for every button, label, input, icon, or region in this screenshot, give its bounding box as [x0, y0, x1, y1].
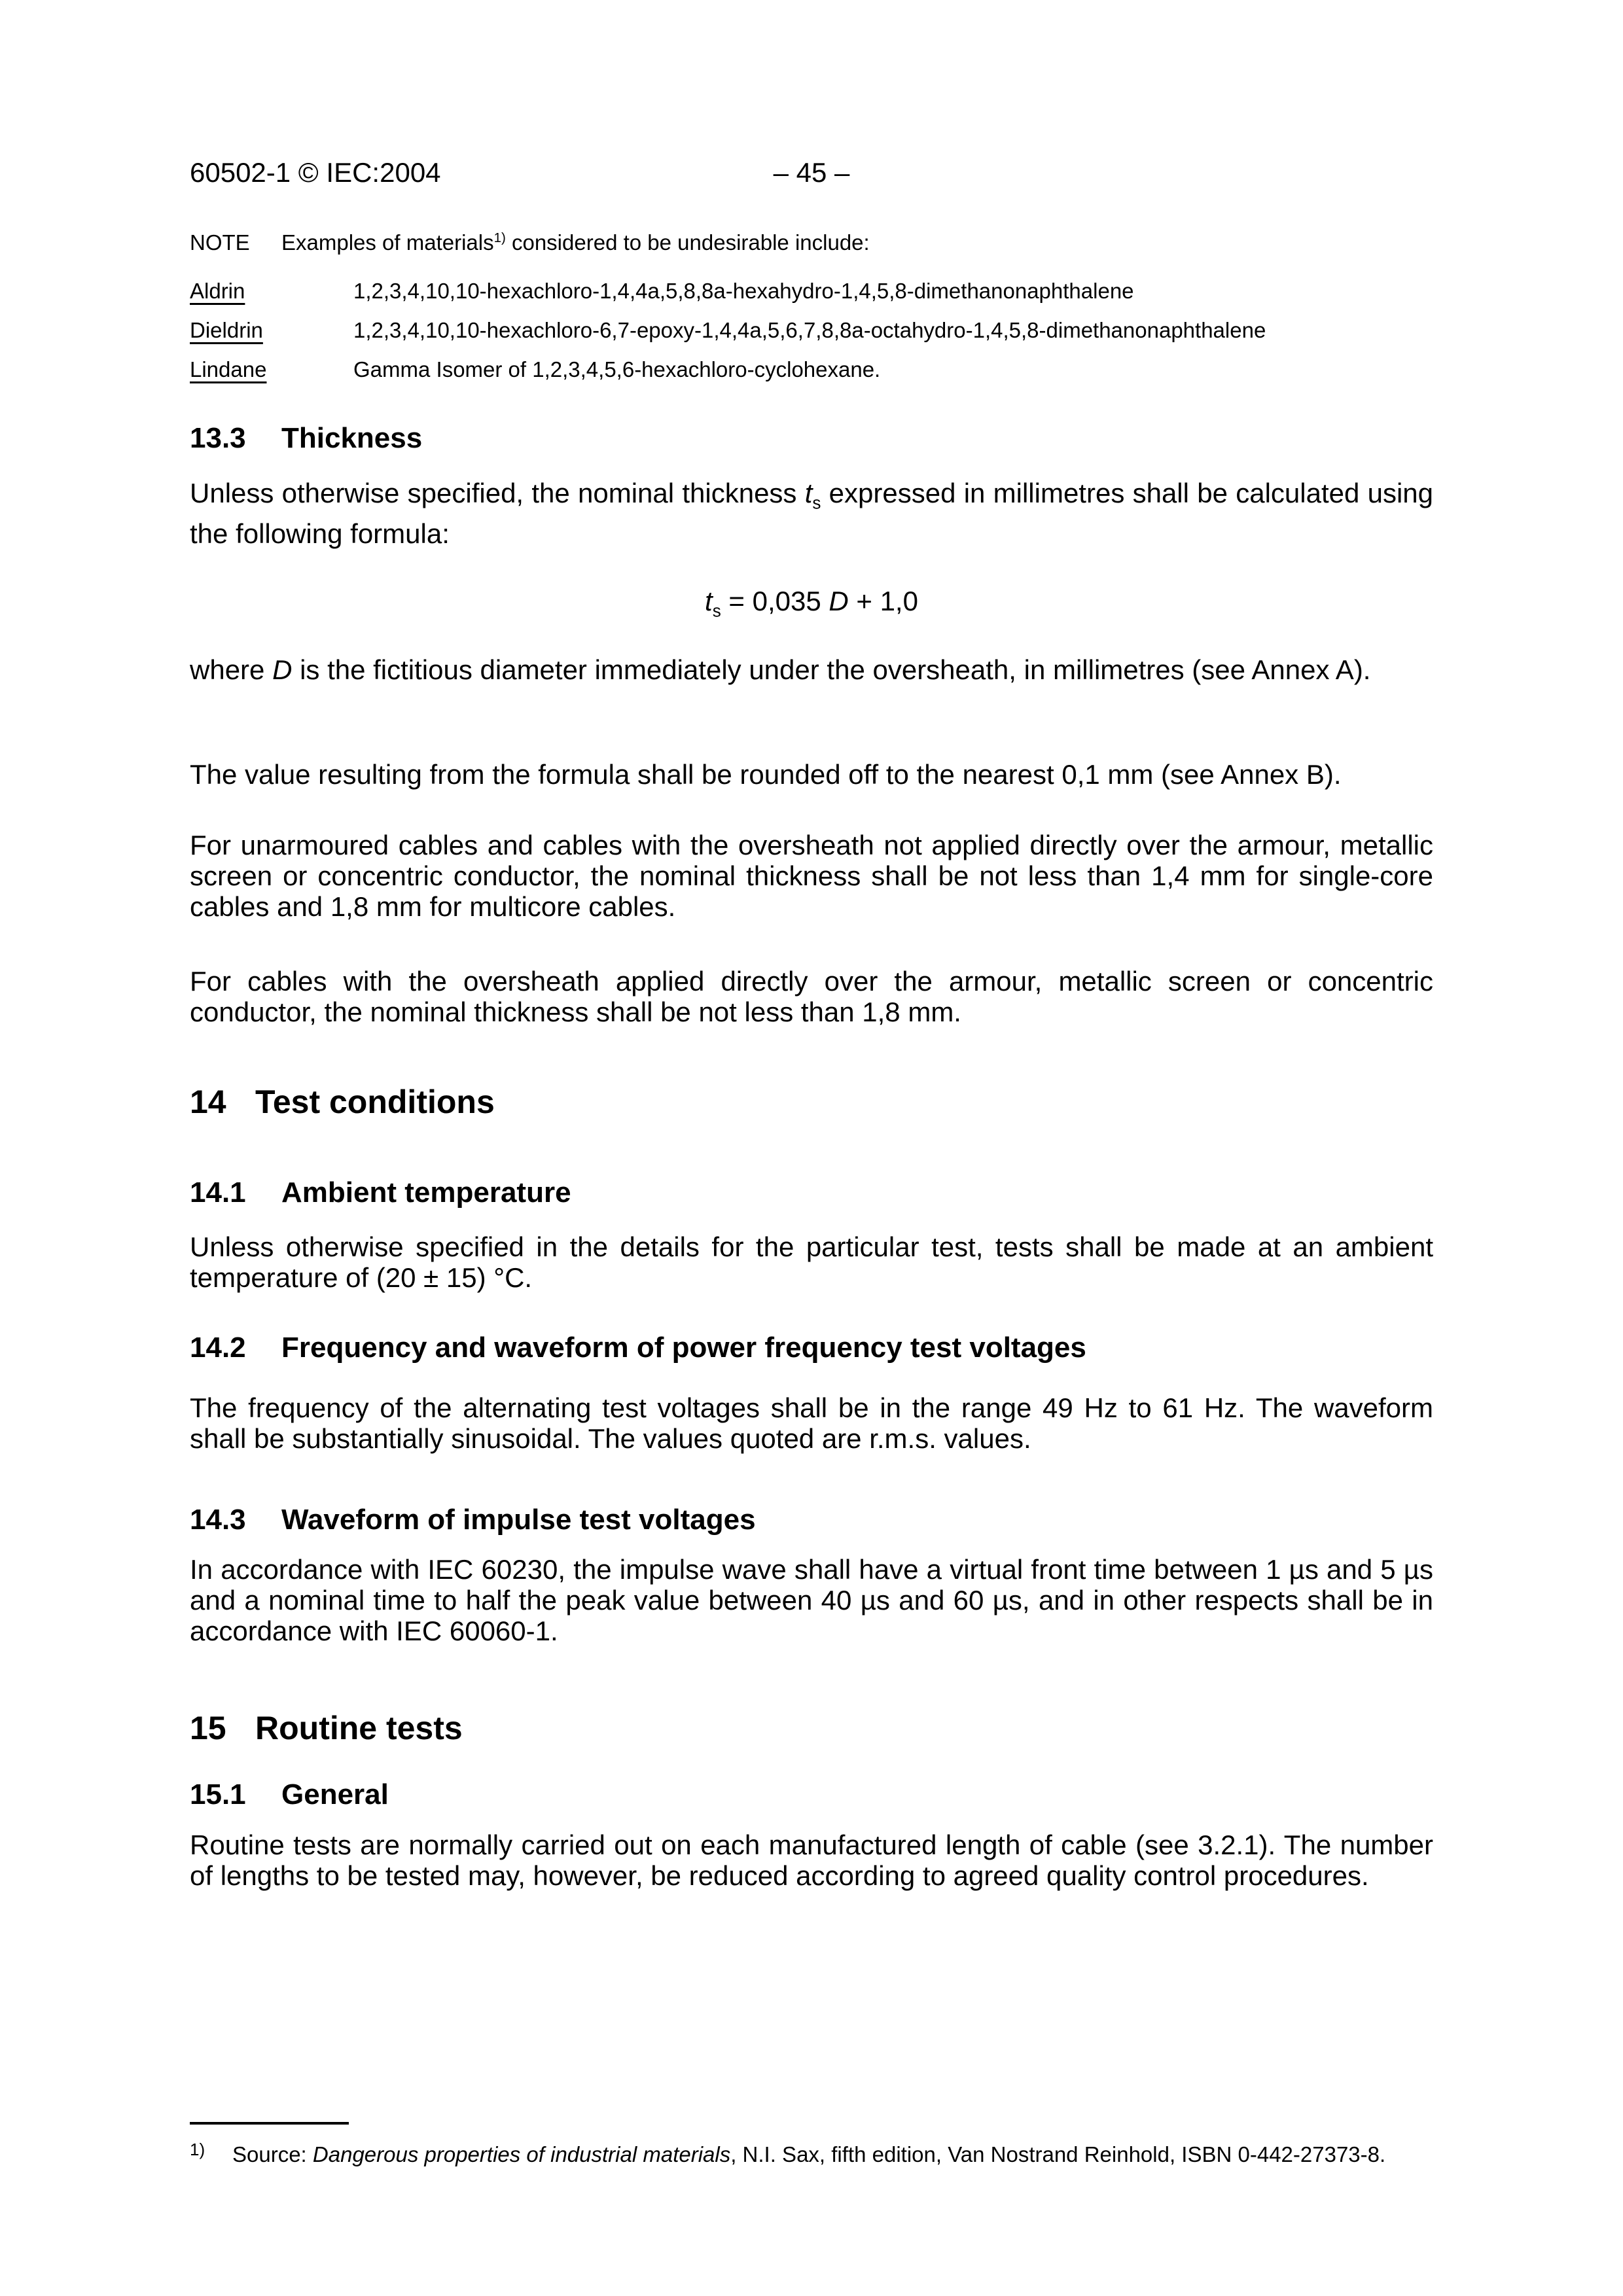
paragraph: For unarmoured cables and cables with the oversheath not applied directly over the armour, metallic screen or concentric conductor, the nominal thickness shall be not less than 1,4 mm for single-core cables and 1,8 mm for multicore cables.: [190, 830, 1433, 922]
variable-t: t: [804, 478, 813, 508]
chemical-definitions-list: [190, 277, 1433, 395]
paragraph-text: Unless otherwise specified, the nominal thickness: [190, 478, 805, 508]
formula-text: + 1,0: [848, 586, 918, 616]
variable-subscript: s: [812, 493, 821, 513]
chemical-definition: 1,2,3,4,10,10-hexachloro-6,7-epoxy-1,4,4a,5,6,7,8,8a-octahydro-1,4,5,8-dimethanonaphthalene: [353, 318, 1266, 342]
section-number: 14.1: [190, 1176, 246, 1209]
section-heading-14-2: [190, 1332, 1433, 1364]
chemical-definition: 1,2,3,4,10,10-hexachloro-1,4,4a,5,8,8a-hexahydro-1,4,5,8-dimethanonaphthalene: [353, 279, 1134, 303]
clause-heading-14: [190, 1083, 1433, 1121]
paragraph: The value resulting from the formula shall be rounded off to the nearest 0,1 mm (see Annex B).: [190, 759, 1342, 790]
paragraph-text: expressed in millimetres shall be calculated using the following formula:: [190, 478, 1433, 550]
footnote-marker: [190, 2141, 232, 2168]
paragraph-text: is the fictitious diameter immediately under the oversheath, in millimetres (see Annex A).: [292, 654, 1371, 685]
section-title: Waveform of impulse test voltages: [281, 1504, 756, 1536]
document-reference: 60502-1 © IEC:2004: [190, 157, 441, 188]
chemical-term: Aldrin: [190, 279, 245, 303]
section-heading-14-1: [190, 1176, 1433, 1209]
variable-d: D: [272, 654, 293, 685]
clause-number: 15: [190, 1710, 226, 1746]
section-heading-15-1: [190, 1778, 1433, 1811]
section-title: General: [281, 1778, 389, 1810]
paragraph: Routine tests are normally carried out on each manufactured length of cable (see 3.2.1). The number of lengths to be tested may, however, be reduced according to agreed quality control procedures.: [190, 1829, 1433, 1891]
chemical-definition: Gamma Isomer of 1,2,3,4,5,6-hexachloro-cyclohexane.: [353, 357, 881, 381]
clause-heading-15: [190, 1709, 1433, 1747]
formula-text: = 0,035: [721, 586, 829, 616]
clause-title: Routine tests: [255, 1710, 463, 1746]
note-text: Examples of materials: [281, 230, 494, 255]
section-title: Frequency and waveform of power frequency test voltages: [281, 1332, 1086, 1364]
note-text-continued: considered to be undesirable include:: [505, 230, 870, 255]
footnote-separator: [190, 2122, 349, 2125]
section-title: Thickness: [281, 422, 423, 454]
formula: [190, 584, 1433, 627]
section-number: 14.2: [190, 1332, 246, 1364]
footnote: [190, 2141, 1433, 2168]
footnote-text: [232, 2141, 1433, 2168]
clause-number: 14: [190, 1084, 226, 1120]
footnote-text-plain: , N.I. Sax, fifth edition, Van Nostrand Reinhold, ISBN 0-442-27373-8.: [730, 2142, 1386, 2166]
paragraph: [190, 478, 1433, 549]
footnote-text-plain: Source:: [232, 2142, 313, 2166]
footnote-marker-text: 1): [190, 2140, 205, 2159]
footnote-source-title: Dangerous properties of industrial materials: [312, 2142, 731, 2166]
page-header: [190, 157, 1433, 188]
paragraph: The frequency of the alternating test voltages shall be in the range 49 Hz to 61 Hz. The waveform shall be substantially sinusoidal. The values quoted are r.m.s. values.: [190, 1392, 1433, 1454]
variable-subscript: s: [712, 601, 721, 621]
paragraph: Unless otherwise specified in the details for the particular test, tests shall be made at an ambient temperature of (20 ± 15) °C.: [190, 1231, 1433, 1293]
variable-d: D: [829, 586, 849, 616]
section-number: 13.3: [190, 422, 246, 454]
footnote-reference-marker: 1): [493, 230, 506, 245]
note-label: NOTE: [190, 230, 250, 255]
page-number: – 45 –: [773, 157, 850, 188]
list-item: [190, 277, 1433, 305]
list-item: [190, 317, 1433, 344]
chemical-term: Dieldrin: [190, 318, 263, 342]
note-paragraph: [190, 230, 1433, 255]
paragraph: For cables with the oversheath applied directly over the armour, metallic screen or concentric conductor, the nominal thickness shall be not less than 1,8 mm.: [190, 966, 1433, 1027]
paragraph: In accordance with IEC 60230, the impulse wave shall have a virtual front time between 1 µs and 5 µs and a nominal time to half the peak value between 40 µs and 60 µs, and in other respects shall be in accordance with IEC 60060-1.: [190, 1554, 1433, 1646]
section-heading-14-3: [190, 1504, 1433, 1536]
paragraph-text: where: [190, 654, 273, 685]
section-number: 15.1: [190, 1778, 246, 1810]
variable-t: t: [705, 586, 713, 616]
section-title: Ambient temperature: [281, 1176, 571, 1209]
section-number: 14.3: [190, 1504, 246, 1536]
list-item: [190, 356, 1433, 383]
paragraph: [190, 654, 1433, 685]
section-heading-13-3: [190, 422, 1433, 455]
clause-title: Test conditions: [255, 1084, 495, 1120]
chemical-term: Lindane: [190, 357, 267, 381]
